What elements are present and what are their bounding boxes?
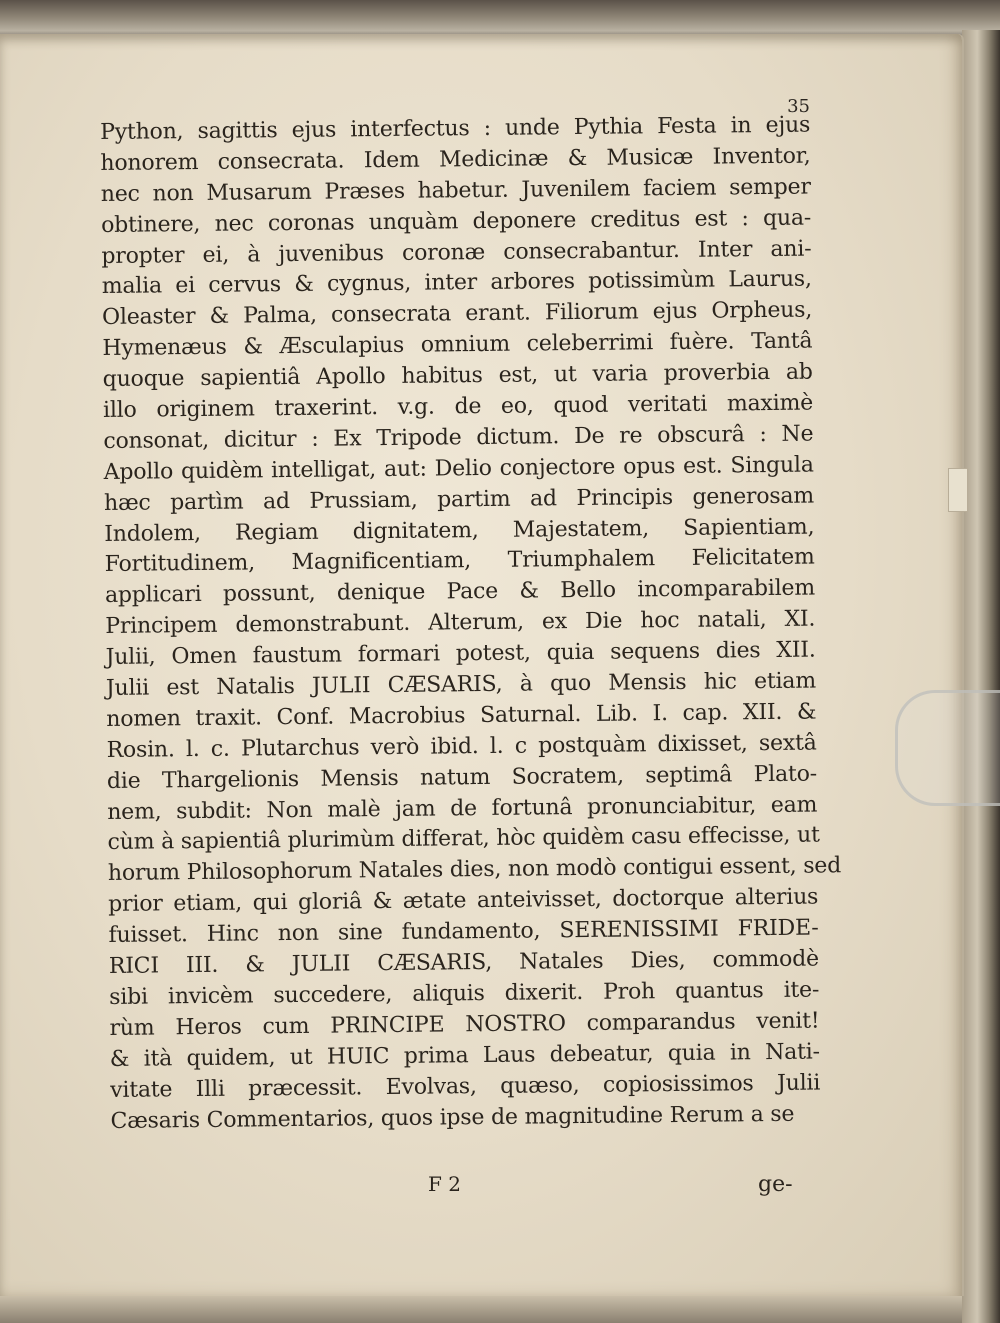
text-line: rùm Heros cum PRINCIPE NOSTRO comparandus venit! — [109, 1008, 820, 1041]
text-line: Apollo quidèm intelligat, aut: Delio conjectore opus est. Singula — [103, 452, 814, 485]
text-line: Python, sagittis ejus interfectus : unde Pythia Festa in ejus — [100, 112, 811, 145]
text-line: nec non Musarum Præses habetur. Juvenilem faciem semper — [100, 174, 811, 207]
text-line: hæc partìm ad Prussiam, partim ad Principis generosam — [103, 483, 815, 516]
text-line: Julii, Omen faustum formari potest, quia sequens dies XII. — [105, 637, 816, 671]
text-line: consonat, dicitur : Ex Tripode dictum. De re obscurâ : Ne — [103, 421, 814, 454]
text-line: prior etiam, qui gloriâ & ætate anteivisset, doctorque alterius — [108, 884, 819, 918]
text-line: nomen traxit. Conf. Macrobius Saturnal. Lib. I. cap. XII. & — [106, 699, 817, 732]
text-line: & ità quidem, ut HUIC prima Laus debeatur, quia in Nati- — [109, 1039, 820, 1072]
page-number: 35 — [787, 96, 810, 117]
page-tab-marker — [948, 468, 968, 512]
text-line: Cæsaris Commentarios, quos ipse de magnitudine Rerum a se — [110, 1101, 795, 1134]
text-line: horum Philosophorum Natales dies, non modò contigui essent, sed — [107, 853, 842, 887]
text-line: die Thargelionis Mensis natum Socratem, septimâ Plato- — [106, 761, 818, 794]
text-line: nem, subdit: Non malè jam de fortunâ pronunciabitur, eam — [107, 792, 818, 825]
text-line: Fortitudinem, Magnificentiam, Triumphalem Felicitatem — [104, 545, 815, 578]
text-line: Julii est Natalis JULII CÆSARIS, à quo Mensis hic etiam — [105, 668, 817, 701]
body-text — [100, 111, 842, 1138]
page-clip — [895, 690, 1000, 806]
printer-signature-mark: F 2 — [428, 1172, 461, 1196]
text-line: vitate Illi præcessit. Evolvas, quæso, copiosissimos Julii — [110, 1070, 821, 1103]
text-line: obtinere, nec coronas unquàm deponere creditus est : qua- — [100, 205, 812, 238]
text-line: illo originem traxerint. v.g. de eo, quod veritati maximè — [102, 390, 814, 423]
text-line: Rosin. l. c. Plutarchus verò ibid. l. c postquàm dixisset, sextâ — [106, 730, 817, 763]
book-fore-edge — [962, 30, 1000, 1323]
text-line: propter ei, à juvenibus coronæ consecrabantur. Inter ani- — [101, 236, 812, 269]
book-bottom-edge — [0, 1296, 962, 1323]
catchword: ge- — [758, 1172, 793, 1197]
text-line: Principem demonstrabunt. Alterum, ex Die hoc natali, XI. — [105, 606, 816, 640]
text-line: Hymenæus & Æsculapius omnium celeberrimi fuère. Tantâ — [102, 328, 813, 362]
text-line: Oleaster & Palma, consecrata erant. Filiorum ejus Orpheus, — [101, 297, 813, 331]
text-line: sibi invicèm succedere, aliquis dixerit. Proh quantus ite- — [109, 977, 820, 1010]
text-line: cùm à sapientiâ plurimùm differat, hòc quidèm casu effecisse, ut — [107, 822, 820, 856]
text-line: fuisset. Hinc non sine fundamento, SERENISSIMI FRIDE- — [108, 915, 819, 949]
text-line: Indolem, Regiam dignitatem, Majestatem, Sapientiam, — [104, 514, 815, 547]
text-line: malia ei cervus & cygnus, inter arbores potissimùm Laurus, — [101, 267, 812, 300]
text-line: quoque sapientiâ Apollo habitus est, ut varia proverbia ab — [102, 359, 813, 393]
text-line: applicari possunt, denique Pace & Bello incomparabilem — [104, 575, 816, 609]
text-line: honorem consecrata. Idem Medicinæ & Musicæ Inventor, — [100, 143, 811, 176]
text-line: RICI III. & JULII CÆSARIS, Natales Dies, commodè — [108, 946, 819, 979]
